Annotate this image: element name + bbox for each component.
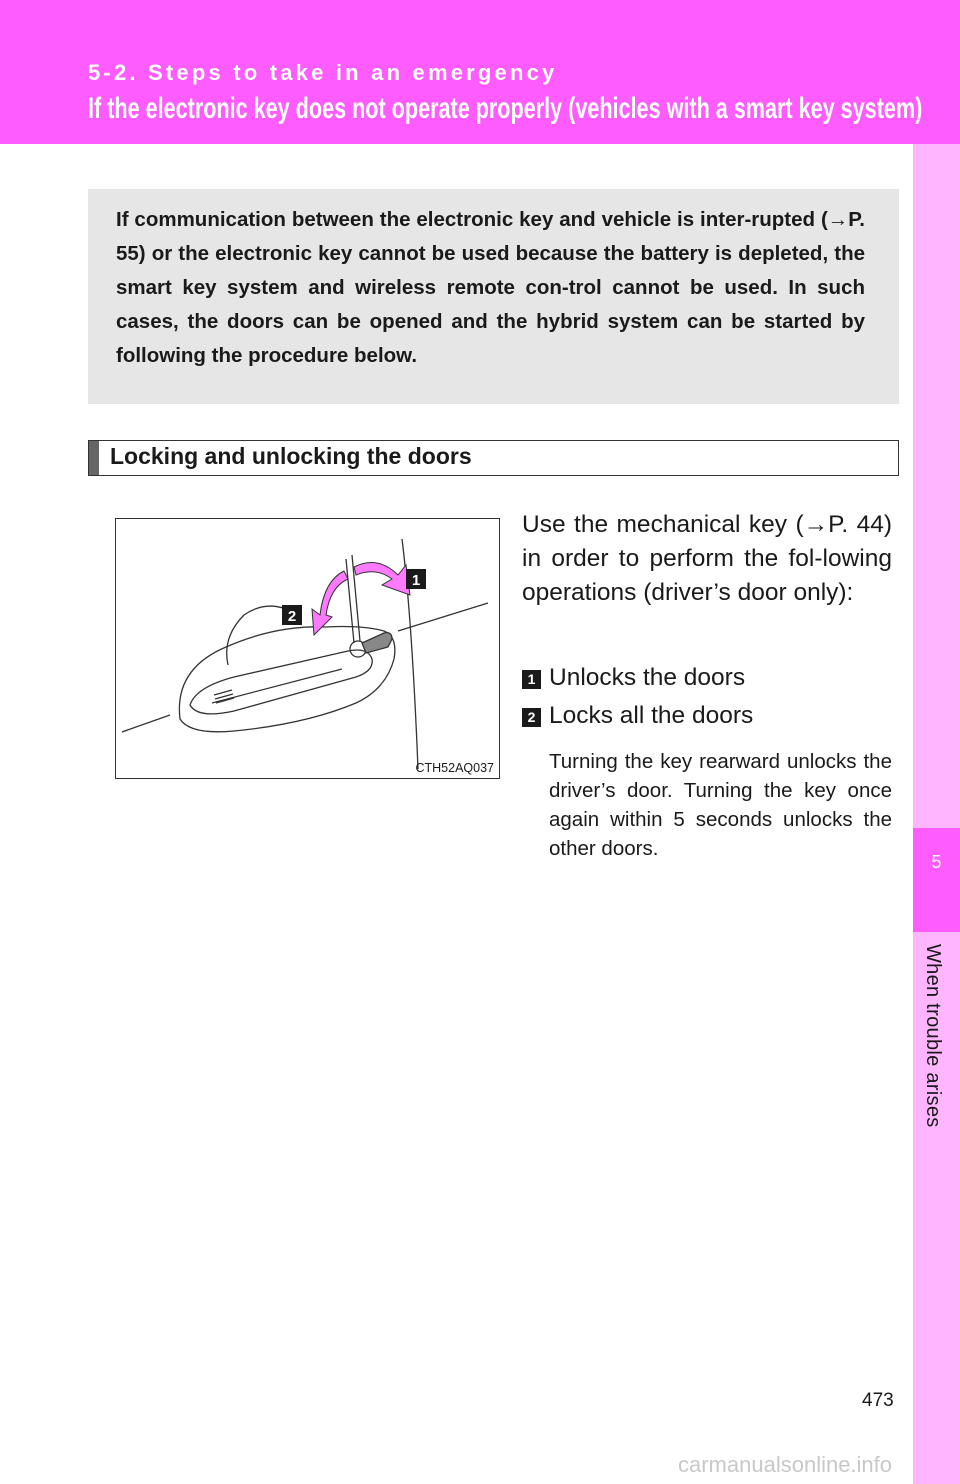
chapter-title: When trouble arises — [922, 944, 944, 1128]
callout-2: 2 — [287, 608, 297, 625]
step-2-label: Locks all the doors — [549, 702, 754, 729]
chapter-side-tab — [913, 144, 960, 1484]
step-2-number: 2 — [522, 708, 541, 727]
section-label: 5-2. Steps to take in an emergency — [88, 60, 558, 85]
step-1-number: 1 — [522, 670, 541, 689]
watermark: carmanualsonline.info — [678, 1452, 893, 1477]
instructions-text: Use the mechanical key (→P. 44) in order to perform the fol-lowing operations (driver’s door only): — [522, 511, 892, 606]
panel-line-left — [122, 715, 170, 732]
intro-text: If communication between the electronic key and vehicle is inter-rupted (→P. 55) or the electronic key cannot be used because the battery is depleted, the smart key system and wireless remote con-trol cannot be used. In such cases, the doors can be opened and the hybrid system can be started by following the procedure below. — [116, 208, 865, 367]
page-number: 473 — [862, 1390, 894, 1411]
door-handle-illustration — [116, 519, 498, 777]
panel-line-right — [398, 603, 488, 631]
door-handle-figure — [115, 518, 500, 779]
step-1-label: Unlocks the doors — [549, 664, 746, 691]
callout-1: 1 — [411, 572, 421, 589]
door-handle — [190, 650, 372, 714]
intro-box — [88, 189, 899, 404]
subsection-bar — [89, 441, 99, 475]
step-2 — [522, 699, 892, 733]
chapter-number: 5 — [931, 852, 942, 872]
grip-mark — [214, 690, 232, 695]
page-heading: If the electronic key does not operate properly (vehicles with a smart key system) — [88, 92, 923, 125]
grip-mark — [216, 698, 234, 703]
page-header — [0, 0, 960, 144]
note-text: Turning the key rearward unlocks the driver’s door. Turning the key once again within 5 seconds unlocks the other doors. — [549, 750, 892, 860]
pointer-line — [346, 559, 354, 643]
chapter-number-box — [913, 828, 960, 932]
mechanical-key — [362, 633, 392, 653]
lock-arrow-icon — [312, 571, 348, 635]
figure-code: CTH52AQ037 — [415, 761, 494, 775]
step-1 — [522, 661, 892, 695]
unlock-arrow-icon — [354, 563, 410, 596]
subsection-heading — [88, 440, 899, 476]
subsection-title: Locking and unlocking the doors — [110, 443, 472, 469]
